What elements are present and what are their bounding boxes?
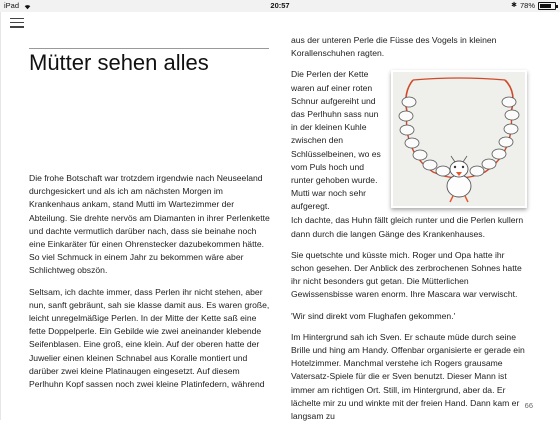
battery-icon: [538, 2, 556, 10]
paragraph: Ich dachte, das Huhn fällt gleich runter und die Perlen kullern dann durch die langen Gänge des Krankenhauses.: [291, 215, 524, 239]
guinea-fowl-pendant: [447, 156, 471, 202]
bluetooth-icon: ✱: [511, 2, 517, 9]
table-of-contents-icon[interactable]: [10, 18, 24, 28]
paragraph: Die frohe Botschaft war trotzdem irgendwie nach Neuseeland durchgesickert und als ich am nächsten Morgen im Krankenhaus ankam, stand Mutti im Wartezimmer der Abteilung. Sie drehte nervös am Diamanten in ihrer Perlenkette und dachte vermutlich darüber nach, dass sie beinahe noch eine Einkaräter für einen Ohrenstecker dazubekommen hätte. So viel Schmuck in einem Jahr zu bekommen wäre aber Schlichtweg obszön.: [29, 173, 270, 276]
clock: 20:57: [270, 1, 290, 10]
pearl-necklace-illustration[interactable]: [391, 70, 527, 208]
battery-fill: [540, 4, 551, 8]
paragraph: 'Wir sind direkt vom Flughafen gekommen.': [291, 310, 456, 321]
paragraph: Die Perlen der Kette waren auf einer roten Schnur aufgereiht und das Perlhuhn sass nun in der kleinen Kuhle zwischen den Schlüsselbeinen, wo es vom Puls hoch und runter gehoben wurde. Mutti war noch sehr aufgeregt.: [291, 69, 381, 212]
necklace-drawing: [393, 72, 525, 206]
paragraph: aus der unteren Perle die Füsse des Vogels in kleinen Korallenschuhen ragten.: [291, 35, 497, 59]
status-bar: [0, 0, 560, 12]
device-name: iPad: [4, 1, 20, 10]
paragraph: Sie quetschte und küsste mich. Roger und Opa hatte ihr schon gesehen. Der Anblick des zerbrochenen Sohnes hatte ihr nicht besonders gut getan. Die Mütterlichen Gewissensbisse waren enorm. Ihre Mascara war verwischt.: [291, 249, 522, 300]
left-text-column: [29, 172, 271, 399]
wifi-icon: [24, 3, 31, 10]
battery-percentage: 78%: [519, 1, 535, 10]
image-wrap: [291, 68, 529, 214]
paragraph: Seltsam, ich dachte immer, dass Perlen ihr nicht stehen, aber nun, sanft gebräunt, sah sie klasse damit aus. Es waren große, leicht unregelmäßige Perlen. In der Mitte der Kette saß eine fette Doppelperle. Ein Gebilde wie zwei aneinander klebende Seifenblasen. Eine groß, eine klein. Auf der oberen hatte der Juwelier einen kleinen Schnabel aus Koralle montiert und darüber zwei kleine Platinaugen eingesetzt. Auf diesem Perlhuhn Kopf sassen noch zwei kleine Platinfedern, während: [29, 286, 270, 390]
page-number: 66: [524, 401, 533, 410]
page-edge: [0, 12, 1, 420]
chapter-title: Mütter sehen alles: [29, 50, 209, 75]
paragraph: Im Hintergrund sah ich Sven. Er schaute müde durch seine Brille und hing am Handy. Offenbar organisierte er gerade ein Hotelzimmer. Manchmal verstehe ich Rogers grausame Vatersatz-Spiele für die er Sven benutzt. Dieser Mann ist immer am richtigen Ort. Still, im Hintergrund, aber da. Er lächelte mir zu und winkte mit der freien Hand. Dann kam er langsam zu: [291, 331, 525, 422]
title-divider: [29, 48, 269, 49]
right-text-column: [291, 34, 529, 431]
device-indicator: [4, 0, 31, 12]
status-right: [511, 0, 556, 12]
